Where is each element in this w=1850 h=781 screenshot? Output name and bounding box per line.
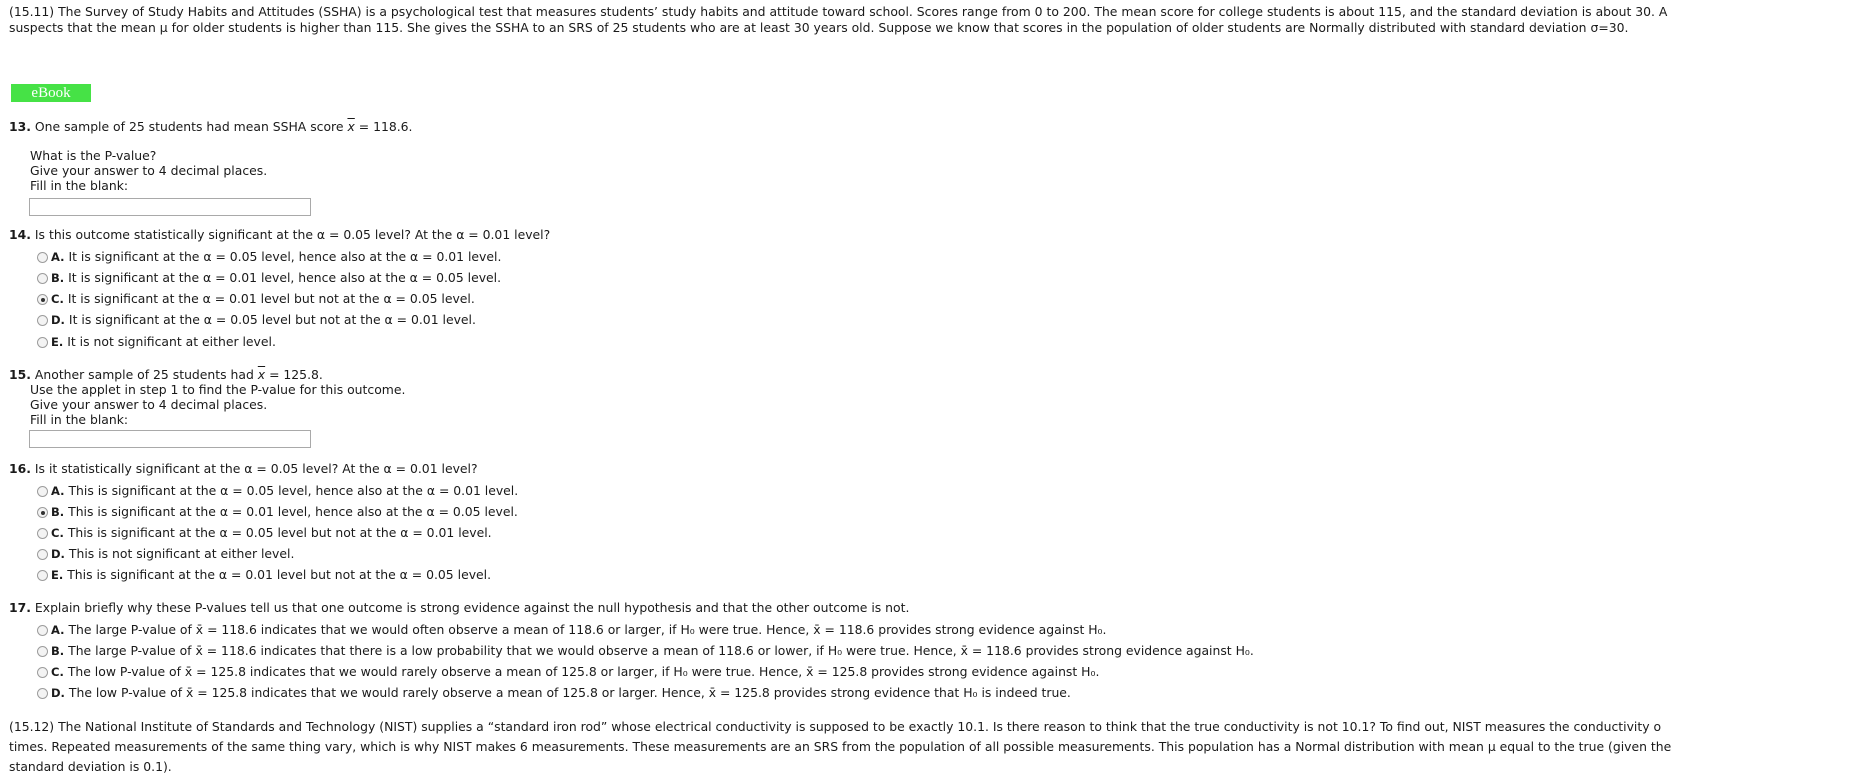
q16-option-a-text: This is significant at the α = 0.05 level, hence also at the α = 0.01 level.: [68, 483, 519, 498]
q16-option-c[interactable]: [37, 524, 492, 542]
q16-option-d[interactable]: [37, 545, 294, 563]
q17-option-a-text: The large P-value of x̄ = 118.6 indicates that we would often observe a mean of 118.6 or larger, if H₀ were true. Hence, x̄ = 118.6 provides strong evidence against H₀.: [68, 622, 1107, 637]
q15-xbar: $\overline{x}$: [257, 367, 266, 382]
q16-option-c-text: This is significant at the α = 0.05 level but not at the α = 0.01 level.: [67, 525, 492, 540]
q16-letter-b: B.: [51, 505, 65, 519]
q13-line-1: What is the P-value?: [30, 148, 157, 163]
q14-option-e-text: It is not significant at either level.: [67, 334, 276, 349]
q13-prompt: [9, 119, 412, 134]
q15-number: 15.: [9, 367, 31, 382]
q14-number: 14.: [9, 227, 31, 242]
q14-radio-a[interactable]: [37, 252, 48, 263]
q13-text-pre: One sample of 25 students had mean SSHA score: [34, 119, 344, 134]
q16-radio-b[interactable]: [37, 507, 48, 518]
q16-radio-a[interactable]: [37, 486, 48, 497]
q16-option-b-text: This is significant at the α = 0.01 level, hence also at the α = 0.05 level.: [68, 504, 518, 519]
q14-letter-b: B.: [51, 271, 65, 285]
q14-radio-d[interactable]: [37, 315, 48, 326]
q17-radio-b[interactable]: [37, 646, 48, 657]
q16-option-d-text: This is not significant at either level.: [68, 546, 295, 561]
q14-option-b-text: It is significant at the α = 0.01 level, hence also at the α = 0.05 level.: [68, 270, 502, 285]
q13-answer-input[interactable]: [29, 198, 311, 216]
q17-number: 17.: [9, 600, 31, 615]
q16-prompt: [9, 461, 478, 476]
q14-option-a[interactable]: [37, 248, 501, 266]
outro-line-3: standard deviation is 0.1).: [9, 759, 172, 774]
q14-prompt: [9, 227, 550, 242]
q16-letter-a: A.: [51, 484, 65, 498]
q15-answer-input[interactable]: [29, 430, 311, 448]
intro-line-2: suspects that the mean μ for older students is higher than 115. She gives the SSHA to an SRS of 25 students who are at least 30 years old. Suppose we know that scores in the population of older students are Normally distributed with standard deviation σ=30.: [9, 20, 1629, 35]
q16-letter-d: D.: [51, 547, 65, 561]
q17-radio-c[interactable]: [37, 667, 48, 678]
intro-line-1: (15.11) The Survey of Study Habits and Attitudes (SSHA) is a psychological test that measures students’ study habits and attitude toward school. Scores range from 0 to 200. The mean score for college students is about 115, and the standard deviation is about 30. A: [9, 4, 1668, 19]
q15-line-2: Give your answer to 4 decimal places.: [30, 397, 268, 412]
q17-letter-a: A.: [51, 623, 65, 637]
q15-line-3: Fill in the blank:: [30, 412, 129, 427]
q14-letter-d: D.: [51, 313, 65, 327]
q16-option-e-text: This is significant at the α = 0.01 level but not at the α = 0.05 level.: [67, 567, 492, 582]
q14-option-d[interactable]: [37, 311, 476, 329]
q17-letter-d: D.: [51, 686, 65, 700]
q16-radio-c[interactable]: [37, 528, 48, 539]
q14-option-e[interactable]: [37, 333, 276, 351]
q15-text-post: = 125.8.: [269, 367, 323, 382]
q16-radio-e[interactable]: [37, 570, 48, 581]
q14-text: Is this outcome statistically significant at the α = 0.05 level? At the α = 0.01 level?: [34, 227, 551, 242]
q17-radio-d[interactable]: [37, 688, 48, 699]
q15-prompt: [9, 367, 323, 382]
q14-option-d-text: It is significant at the α = 0.05 level but not at the α = 0.01 level.: [68, 312, 476, 327]
q17-letter-b: B.: [51, 644, 65, 658]
q13-text-post: = 118.6.: [358, 119, 413, 134]
q17-option-c-text: The low P-value of x̄ = 125.8 indicates that we would rarely observe a mean of 125.8 or larger, if H₀ were true. Hence, x̄ = 125.8 provides strong evidence against H₀.: [67, 664, 1100, 679]
q16-number: 16.: [9, 461, 31, 476]
q14-option-c-text: It is significant at the α = 0.01 level but not at the α = 0.05 level.: [67, 291, 475, 306]
q17-option-d[interactable]: [37, 684, 1071, 702]
q14-letter-a: A.: [51, 250, 65, 264]
q16-text: Is it statistically significant at the α = 0.05 level? At the α = 0.01 level?: [34, 461, 478, 476]
q14-radio-e[interactable]: [37, 337, 48, 348]
q17-option-d-text: The low P-value of x̄ = 125.8 indicates that we would rarely observe a mean of 125.8 or larger. Hence, x̄ = 125.8 provides strong evidence that H₀ is indeed true.: [68, 685, 1071, 700]
q16-letter-c: C.: [51, 526, 64, 540]
q15-line-1: Use the applet in step 1 to find the P-value for this outcome.: [30, 382, 406, 397]
q17-letter-c: C.: [51, 665, 64, 679]
outro-line-1: (15.12) The National Institute of Standards and Technology (NIST) supplies a “standard iron rod” whose electrical conductivity is supposed to be exactly 10.1. Is there reason to think that the true conductivity is not 10.1? To find out, NIST measures the conductivity o: [9, 719, 1662, 734]
q17-option-c[interactable]: [37, 663, 1099, 681]
q17-option-b[interactable]: [37, 642, 1254, 660]
q14-option-b[interactable]: [37, 269, 501, 287]
q17-option-b-text: The large P-value of x̄ = 118.6 indicates that there is a low probability that we would observe a mean of 118.6 or lower, if H₀ were true. Hence, x̄ = 118.6 provides strong evidence against H₀.: [68, 643, 1254, 658]
q14-letter-c: C.: [51, 292, 64, 306]
q16-radio-d[interactable]: [37, 549, 48, 560]
q14-radio-b[interactable]: [37, 273, 48, 284]
q14-option-a-text: It is significant at the α = 0.05 level, hence also at the α = 0.01 level.: [68, 249, 502, 264]
q16-letter-e: E.: [51, 568, 64, 582]
q16-option-e[interactable]: [37, 566, 491, 584]
q16-option-a[interactable]: [37, 482, 518, 500]
q13-number: 13.: [9, 119, 31, 134]
q13-xbar: $\overline{x}$: [347, 119, 355, 134]
q14-radio-c[interactable]: [37, 294, 48, 305]
q15-text-pre: Another sample of 25 students had: [34, 367, 254, 382]
q17-radio-a[interactable]: [37, 625, 48, 636]
ebook-button[interactable]: eBook: [11, 84, 91, 102]
q17-option-a[interactable]: [37, 621, 1106, 639]
q14-letter-e: E.: [51, 335, 64, 349]
q13-line-2: Give your answer to 4 decimal places.: [30, 163, 268, 178]
q13-line-3: Fill in the blank:: [30, 178, 129, 193]
outro-line-2: times. Repeated measurements of the same thing vary, which is why NIST makes 6 measurements. These measurements are an SRS from the population of all possible measurements. This population has a Normal distribution with mean μ equal to the true (given the: [9, 739, 1672, 754]
q17-prompt: [9, 600, 909, 615]
q17-text: Explain briefly why these P-values tell us that one outcome is strong evidence against the null hypothesis and that the other outcome is not.: [34, 600, 910, 615]
q16-option-b[interactable]: [37, 503, 518, 521]
q14-option-c[interactable]: [37, 290, 475, 308]
